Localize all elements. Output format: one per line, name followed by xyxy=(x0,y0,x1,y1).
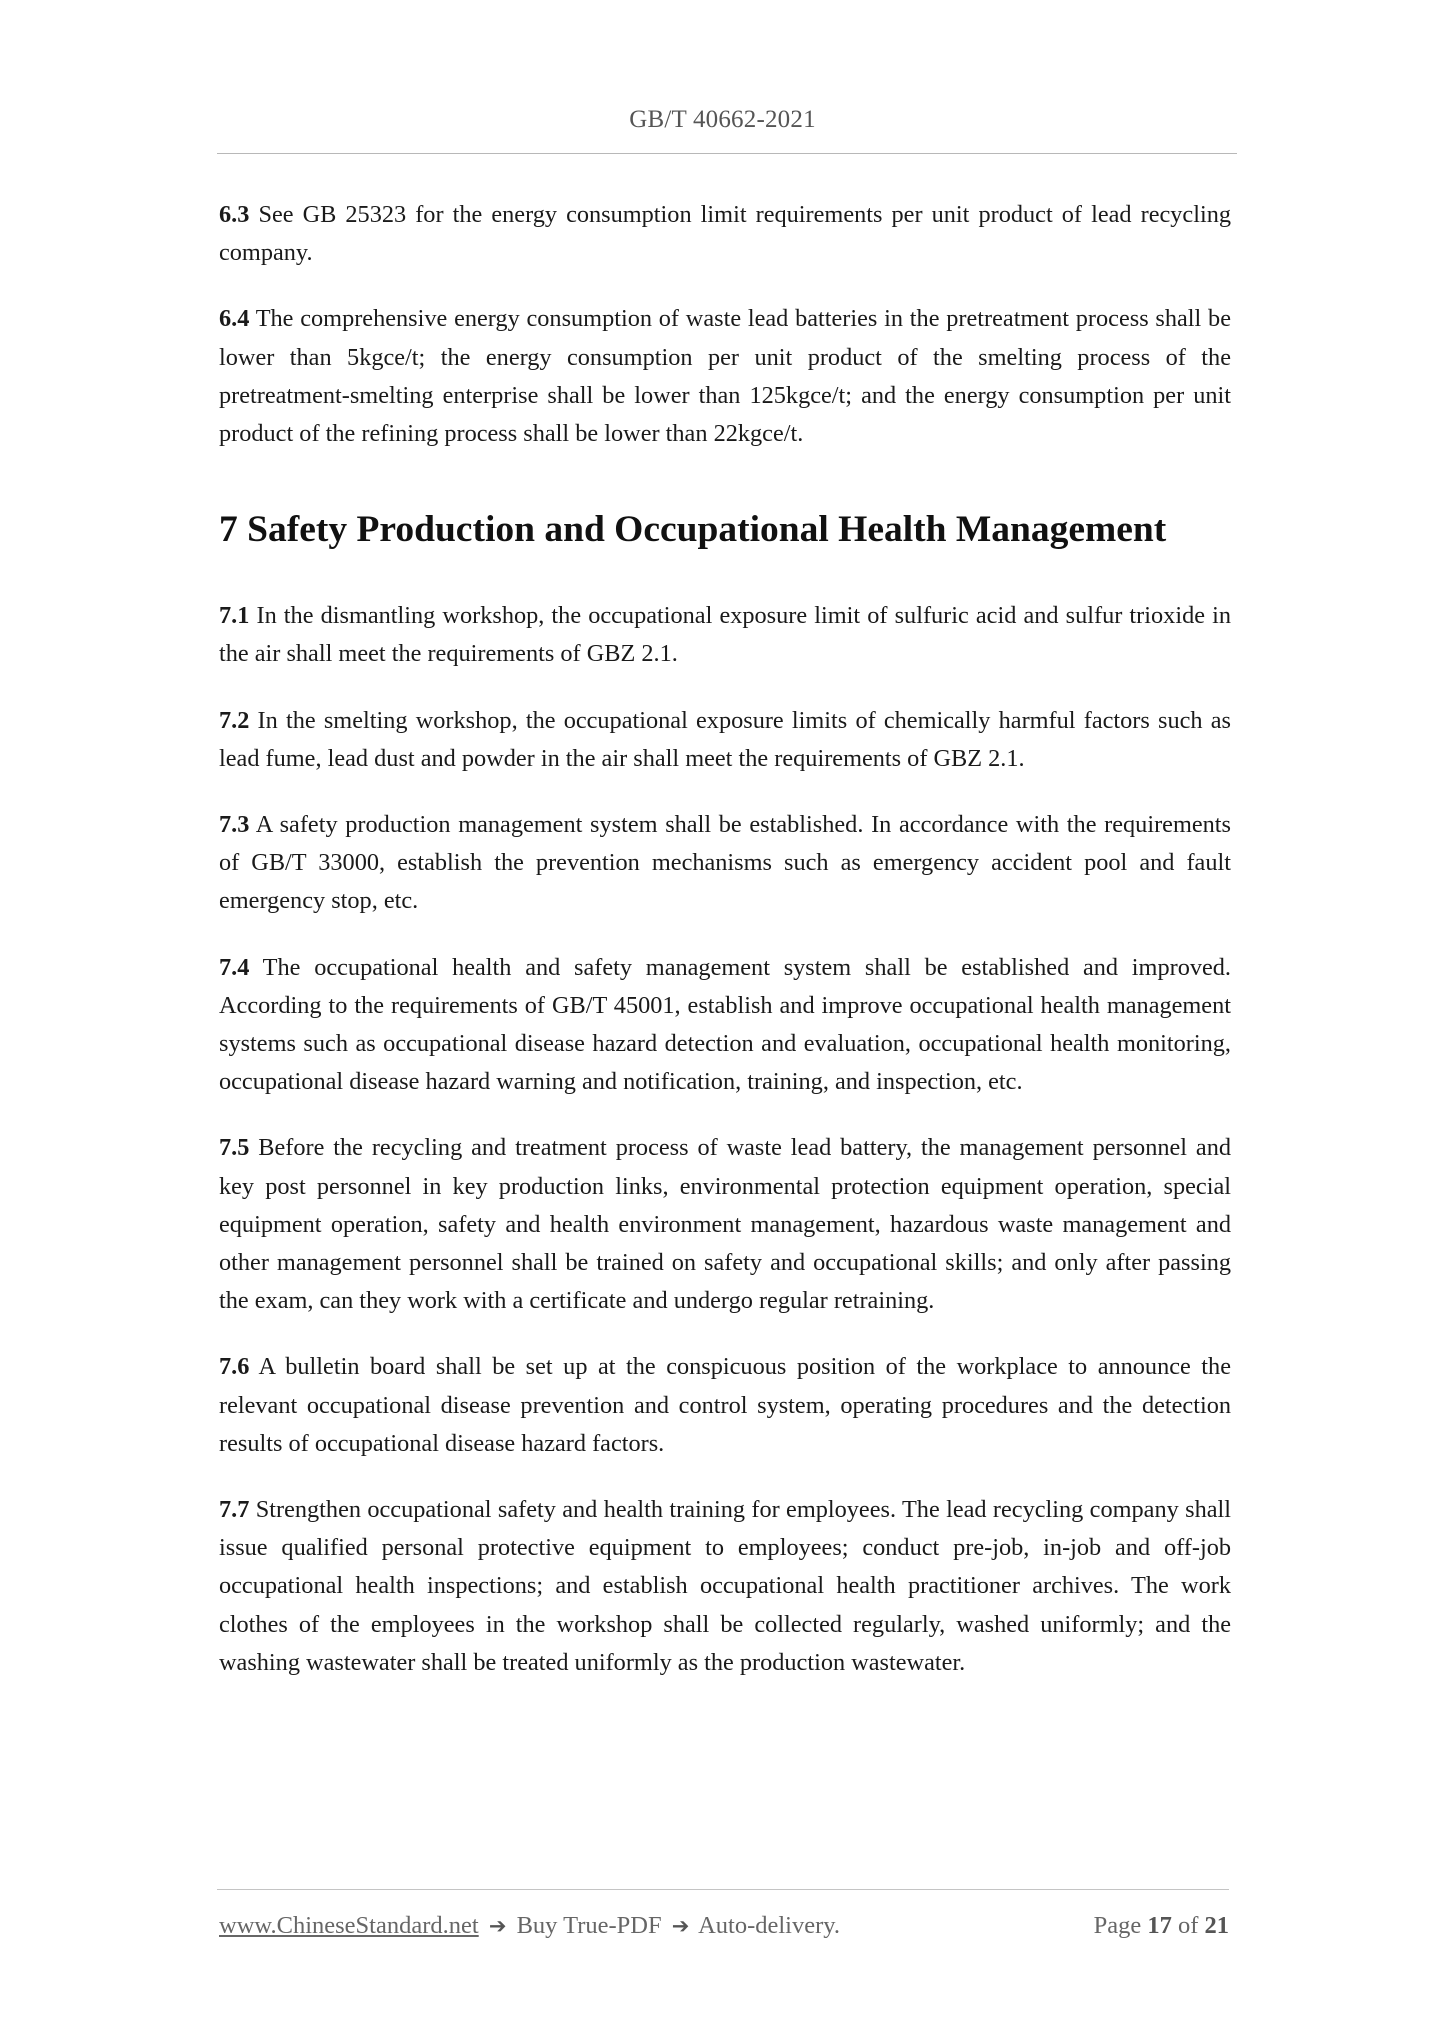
clause-number: 7.7 xyxy=(219,1496,250,1524)
clause-number: 7.1 xyxy=(219,602,250,630)
of-label: of xyxy=(1177,1912,1199,1939)
clause-text: A safety production management system shall be established. In accordance with the requirements of GB/T 33000, establish the prevention mechanisms such as emergency accident pool and fault emergency stop, etc. xyxy=(219,811,1231,915)
clause-text: Before the recycling and treatment process of waste lead battery, the management personnel and key post personnel in key production links, environmental protection equipment operation, special equipment operation, safety and health environment management, hazardous waste management and other management personnel shall be trained on safety and occupational skills; and only after passing the exam, can they work with a certificate and undergo regular retraining. xyxy=(219,1134,1231,1315)
clause-number: 7.5 xyxy=(219,1134,250,1162)
buy-true-pdf-text: Buy True-PDF xyxy=(516,1912,662,1939)
clause-text: The occupational health and safety management system shall be established and improved. According to the requirements of GB/T 45001, establish and improve occupational health management systems such as occupational disease hazard detection and evaluation, occupational health monitoring, occupational disease hazard warning and notification, training, and inspection, etc. xyxy=(219,953,1231,1096)
clause-number: 7.3 xyxy=(219,811,250,839)
clause-7-6 xyxy=(219,1348,1231,1463)
header-divider xyxy=(217,153,1237,154)
clause-number: 6.3 xyxy=(219,201,250,228)
clause-text: The comprehensive energy consumption of waste lead batteries in the pretreatment process shall be lower than 5kgce/t; the energy consumption per unit product of the smelting process of the pretreatment-smelting enterprise shall be lower than 125kgce/t; and the energy consumption per unit product of the refining process shall be lower than 22kgce/t. xyxy=(219,305,1231,448)
clause-7-3 xyxy=(219,806,1231,921)
clause-6-3 xyxy=(219,196,1231,272)
arrow-right-icon: ➔ xyxy=(488,1914,507,1938)
clause-7-5 xyxy=(219,1129,1231,1320)
clause-7-7 xyxy=(219,1491,1231,1682)
arrow-right-icon: ➔ xyxy=(671,1914,690,1938)
footer-divider xyxy=(217,1889,1229,1890)
clause-7-2 xyxy=(219,702,1231,778)
clause-number: 6.4 xyxy=(219,305,250,333)
page-header-title: GB/T 40662-2021 xyxy=(629,106,816,133)
clause-text: A bulletin board shall be set up at the conspicuous position of the workplace to announce the relevant occupational disease prevention and control system, operating procedures and the detection results of occupational disease hazard factors. xyxy=(219,1353,1231,1457)
clause-number: 7.4 xyxy=(219,953,250,981)
current-page-number: 17 xyxy=(1147,1912,1172,1939)
total-page-number: 21 xyxy=(1204,1912,1229,1939)
clause-text: In the smelting workshop, the occupational exposure limits of chemically harmful factors such as lead fume, lead dust and powder in the air shall meet the requirements of GBZ 2.1. xyxy=(219,706,1231,772)
clause-6-4 xyxy=(219,300,1231,453)
clause-7-1 xyxy=(219,597,1231,673)
clause-number: 7.2 xyxy=(219,706,250,734)
page-label: Page xyxy=(1093,1912,1142,1939)
footer-promo xyxy=(219,1912,840,1940)
clause-text: See GB 25323 for the energy consumption limit requirements per unit product of lead recycling company. xyxy=(219,201,1231,267)
auto-delivery-text: Auto-delivery. xyxy=(698,1912,841,1939)
page-counter xyxy=(1094,1912,1229,1940)
clause-text: In the dismantling workshop, the occupational exposure limit of sulfuric acid and sulfur trioxide in the air shall meet the requirements of GBZ 2.1. xyxy=(219,602,1231,668)
clause-number: 7.6 xyxy=(219,1353,250,1381)
clause-text: Strengthen occupational safety and health training for employees. The lead recycling company shall issue qualified personal protective equipment to employees; conduct pre-job, in-job and off-job occupational health inspections; and establish occupational health practitioner archives. The work clothes of the employees in the workshop shall be collected regularly, washed uniformly; and the washing wastewater shall be treated uniformly as the production wastewater. xyxy=(219,1496,1231,1676)
section-7-heading: 7 Safety Production and Occupational Health Management xyxy=(219,509,1167,551)
clause-7-4 xyxy=(219,949,1231,1102)
website-link[interactable]: www.ChineseStandard.net xyxy=(219,1912,479,1939)
document-body xyxy=(219,196,1231,1710)
